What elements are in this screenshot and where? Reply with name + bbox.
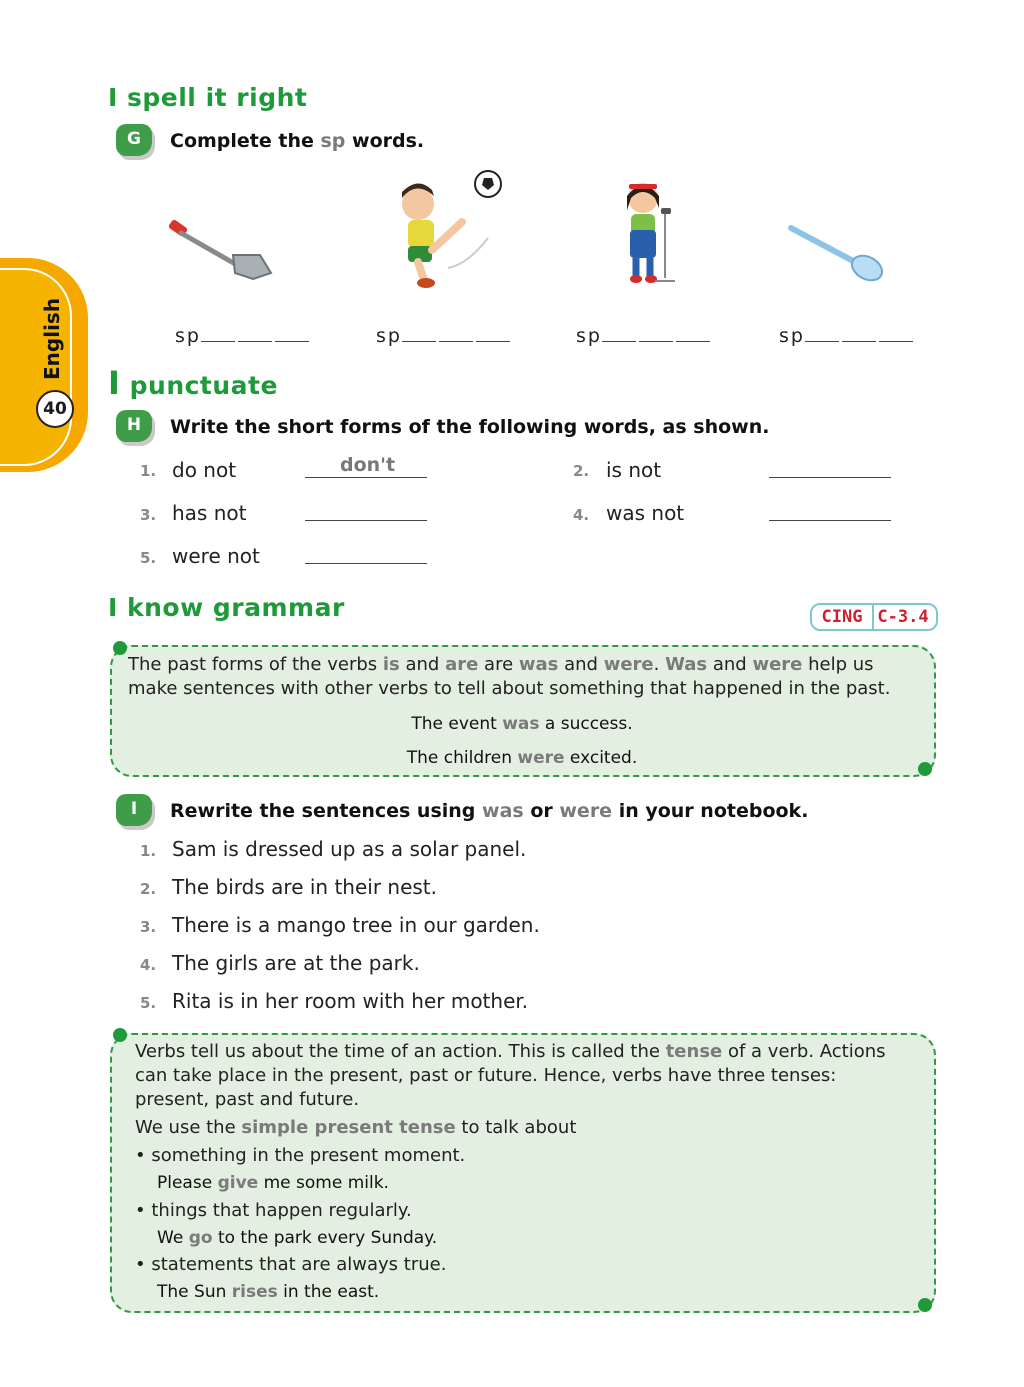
page-number: 40	[36, 390, 74, 428]
girl-singing-icon	[615, 178, 685, 286]
instruction-i: Rewrite the sentences using was or were in your notebook.	[170, 800, 809, 822]
badge-i: I	[116, 794, 152, 826]
subject-label: English	[40, 297, 64, 380]
answer-line-4[interactable]	[769, 520, 891, 521]
item-text: is not	[606, 458, 662, 482]
item-number: 4.	[140, 956, 157, 974]
bullet-item: • statements that are always true.	[135, 1254, 447, 1275]
item-text: has not	[172, 501, 247, 525]
grammar-info-line-1: The past forms of the verbs is and are are was and were. Was and were help us	[128, 654, 874, 675]
section-heading-spell: I spell it right	[108, 83, 308, 112]
example-sentence: The Sun rises in the east.	[157, 1282, 380, 1302]
grammar-example-2: The children were excited.	[406, 748, 638, 768]
item-text: was not	[606, 501, 685, 525]
sp-blank-3[interactable]: sp	[576, 325, 713, 347]
spoon-icon	[785, 220, 890, 285]
instruction-h: Write the short forms of the following words, as shown.	[170, 416, 770, 438]
sp-blank-1[interactable]: sp	[175, 325, 312, 347]
sentence-item: Rita is in her room with her mother.	[172, 989, 529, 1013]
tense-para-line-1: Verbs tell us about the time of an action. This is called the tense of a verb. Actions	[135, 1041, 886, 1062]
instruction-g: Complete the sp words.	[170, 130, 425, 152]
item-number: 4.	[573, 506, 590, 524]
sentence-item: The birds are in their nest.	[172, 875, 437, 899]
tense-para-line-3: present, past and future.	[135, 1089, 360, 1110]
spade-icon	[165, 215, 280, 285]
example-sentence: We go to the park every Sunday.	[157, 1228, 438, 1248]
item-text: were not	[172, 544, 260, 568]
cing-reference-badge: CING C-3.4	[810, 603, 938, 631]
sample-answer: don't	[340, 454, 396, 476]
bullet-item: • things that happen regularly.	[135, 1200, 412, 1221]
bullet-item: • something in the present moment.	[135, 1145, 466, 1166]
grammar-info-line-2: make sentences with other verbs to tell about something that happened in the past.	[128, 678, 891, 699]
box-corner-dot	[918, 1298, 932, 1312]
answer-line-2[interactable]	[769, 477, 891, 478]
sp-blank-4[interactable]: sp	[779, 325, 916, 347]
boy-kicking-ball-icon	[388, 168, 506, 290]
sentence-item: Sam is dressed up as a solar panel.	[172, 837, 527, 861]
item-number: 1.	[140, 842, 157, 860]
sentence-item: The girls are at the park.	[172, 951, 420, 975]
answer-line-3[interactable]	[305, 520, 427, 521]
item-number: 3.	[140, 506, 157, 524]
section-heading-grammar: I know grammar	[108, 593, 345, 622]
badge-g: G	[116, 124, 152, 156]
answer-line-5[interactable]	[305, 563, 427, 564]
item-number: 5.	[140, 549, 157, 567]
tense-para-line-2: can take place in the present, past or future. Hence, verbs have three tenses:	[135, 1065, 837, 1086]
sentence-item: There is a mango tree in our garden.	[172, 913, 540, 937]
item-number: 5.	[140, 994, 157, 1012]
example-sentence: Please give me some milk.	[157, 1173, 389, 1193]
sp-blank-2[interactable]: sp	[376, 325, 513, 347]
box-corner-dot	[113, 1028, 127, 1042]
tense-para-line-4: We use the simple present tense to talk about	[135, 1117, 577, 1138]
item-number: 3.	[140, 918, 157, 936]
item-number: 1.	[140, 462, 157, 480]
answer-line-1[interactable]	[305, 477, 427, 478]
badge-h: H	[116, 410, 152, 442]
item-text: do not	[172, 458, 237, 482]
grammar-example-1: The event was a success.	[411, 714, 633, 734]
box-corner-dot	[113, 641, 127, 655]
item-number: 2.	[140, 880, 157, 898]
section-heading-punctuate: I punctuate	[108, 364, 278, 402]
item-number: 2.	[573, 462, 590, 480]
